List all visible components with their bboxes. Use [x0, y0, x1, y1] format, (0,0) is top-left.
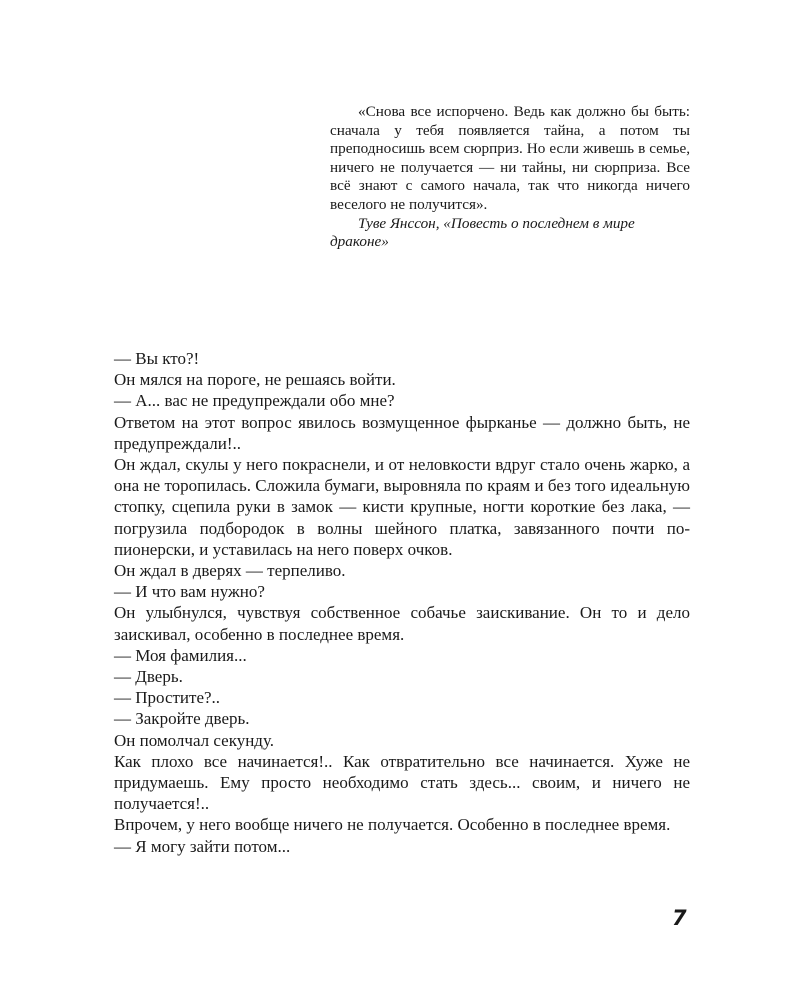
paragraph: — Дверь.	[114, 667, 183, 687]
paragraph: Впрочем, у него вообще ничего не получается. Особенно в последнее время.	[114, 815, 671, 835]
paragraph: — Я могу зайти потом...	[114, 836, 291, 856]
body-text	[114, 348, 690, 857]
paragraph: Он мялся на пороге, не решаясь войти.	[114, 370, 396, 390]
paragraph: — Моя фамилия...	[114, 645, 247, 665]
paragraph: Он ждал, скулы у него покраснели, и от неловкости вдруг стало очень жарко, а она не торопилась. Сложила бумаги, выровняла по краям и без того идеальную стопку, сцепила руки в замок — кисти крупные, ногти короткие без лака, — погрузила подбородок в волны шейного платка, завязанного почти по-пионерски, и уставилась на него поверх очков.	[114, 455, 690, 559]
paragraph: — А... вас не предупреждали обо мне?	[114, 391, 395, 411]
epigraph-quote: «Снова все испорчено. Ведь как должно бы быть: сначала у тебя появляется тайна, а потом ты преподносишь всем сюрприз. Но если живешь в семье, ничего не получается — ни тайны, ни сюрприза. Все всё знают с самого начала, так что никогда ничего веселого не получится».	[330, 103, 690, 213]
page-number: 7	[672, 906, 687, 930]
paragraph: Как плохо все начинается!.. Как отвратительно все начинается. Хуже не придумаешь. Ему просто необходимо стать здесь... своим, и ничего не получается!..	[114, 751, 690, 814]
paragraph: — Вы кто?!	[114, 349, 200, 368]
paragraph: Он помолчал секунду.	[114, 730, 275, 750]
paragraph: — И что вам нужно?	[114, 582, 265, 602]
paragraph: — Простите?..	[114, 688, 221, 708]
paragraph: — Закройте дверь.	[114, 709, 250, 729]
paragraph: Ответом на этот вопрос явилось возмущенное фырканье — должно быть, не предупреждали!..	[114, 412, 690, 453]
paragraph: Он улыбнулся, чувствуя собственное собачье заискивание. Он то и дело заискивал, особенно в последнее время.	[114, 603, 690, 644]
epigraph	[330, 103, 690, 252]
epigraph-attribution: Туве Янссон, «Повесть о последнем в мире драконе»	[330, 214, 635, 251]
paragraph: Он ждал в дверях — терпеливо.	[114, 561, 346, 581]
